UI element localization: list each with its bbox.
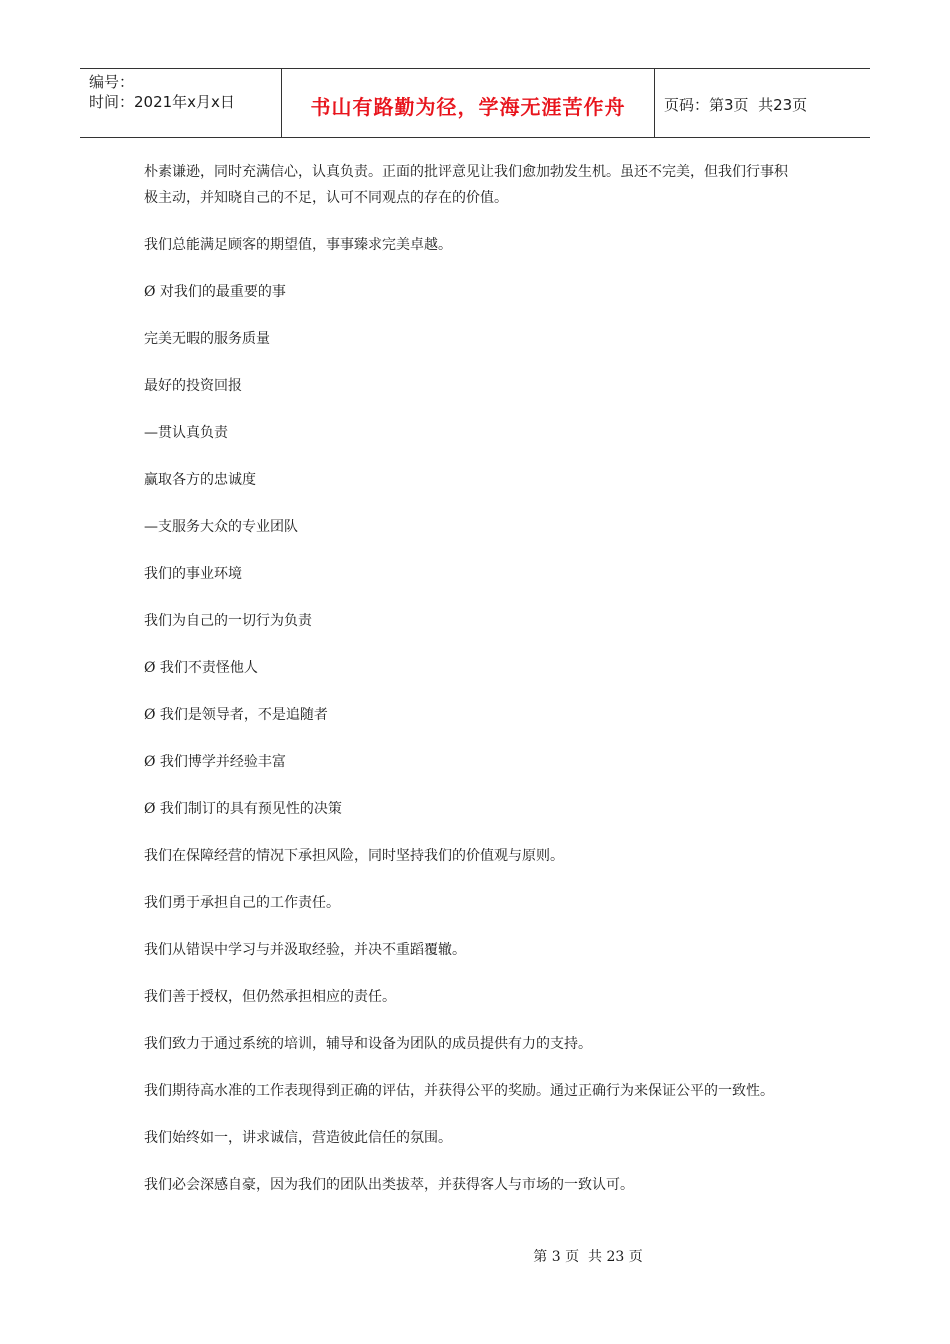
paragraph: 我们为自己的一切行为负责 bbox=[144, 613, 312, 629]
document-time-label: 时间：2021年x月x日 bbox=[89, 93, 235, 111]
paragraph: —贯认真负责 bbox=[144, 425, 228, 441]
paragraph: 最好的投资回报 bbox=[144, 378, 242, 394]
paragraph: 我们善于授权，但仍然承担相应的责任。 bbox=[144, 989, 396, 1005]
paragraph: 完美无暇的服务质量 bbox=[144, 331, 270, 347]
header-page-info: 页码：第3页 共23页 bbox=[664, 95, 808, 114]
paragraph: 我们勇于承担自己的工作责任。 bbox=[144, 895, 340, 911]
header-meta bbox=[80, 69, 282, 137]
bullet-item: Ø 我们不责怪他人 bbox=[144, 660, 258, 676]
bullet-item: Ø 我们是领导者，不是追随者 bbox=[144, 707, 328, 723]
paragraph: 我们必会深感自豪，因为我们的团队出类拔萃，并获得客人与市场的一致认可。 bbox=[144, 1177, 634, 1193]
page-footer: 第 3 页 共 23 页 bbox=[533, 1249, 643, 1265]
paragraph: 我们致力于通过系统的培训，辅导和设备为团队的成员提供有力的支持。 bbox=[144, 1036, 592, 1052]
bullet-item: Ø 我们博学并经验丰富 bbox=[144, 754, 286, 770]
document-number-label: 编号： bbox=[89, 73, 135, 91]
paragraph: 我们期待高水准的工作表现得到正确的评估，并获得公平的奖励。通过正确行为来保证公平的一致性。 bbox=[144, 1083, 774, 1099]
header-motto-cell bbox=[282, 69, 655, 137]
paragraph: 我们始终如一，讲求诚信，营造彼此信任的氛围。 bbox=[144, 1130, 452, 1146]
page-header bbox=[80, 68, 870, 138]
paragraph: 我们的事业环境 bbox=[144, 566, 242, 582]
paragraph-line: 极主动，并知晓自己的不足，认可不同观点的存在的价值。 bbox=[144, 190, 508, 206]
paragraph: —支服务大众的专业团队 bbox=[144, 519, 298, 535]
paragraph: 我们从错误中学习与并汲取经验，并决不重蹈覆辙。 bbox=[144, 942, 466, 958]
bullet-item: Ø 我们制订的具有预见性的决策 bbox=[144, 801, 342, 817]
header-motto: 书山有路勤为径，学海无涯苦作舟 bbox=[310, 94, 626, 119]
paragraph: 我们在保障经营的情况下承担风险，同时坚持我们的价值观与原则。 bbox=[144, 848, 564, 864]
paragraph: 我们总能满足顾客的期望值，事事臻求完美卓越。 bbox=[144, 237, 452, 253]
paragraph: 赢取各方的忠诚度 bbox=[144, 472, 256, 488]
paragraph-line: 朴素谦逊，同时充满信心，认真负责。正面的批评意见让我们愈加勃发生机。虽还不完美，但我们行事积 bbox=[144, 164, 788, 180]
document-body bbox=[144, 159, 814, 1198]
bullet-item: Ø 对我们的最重要的事 bbox=[144, 284, 286, 300]
